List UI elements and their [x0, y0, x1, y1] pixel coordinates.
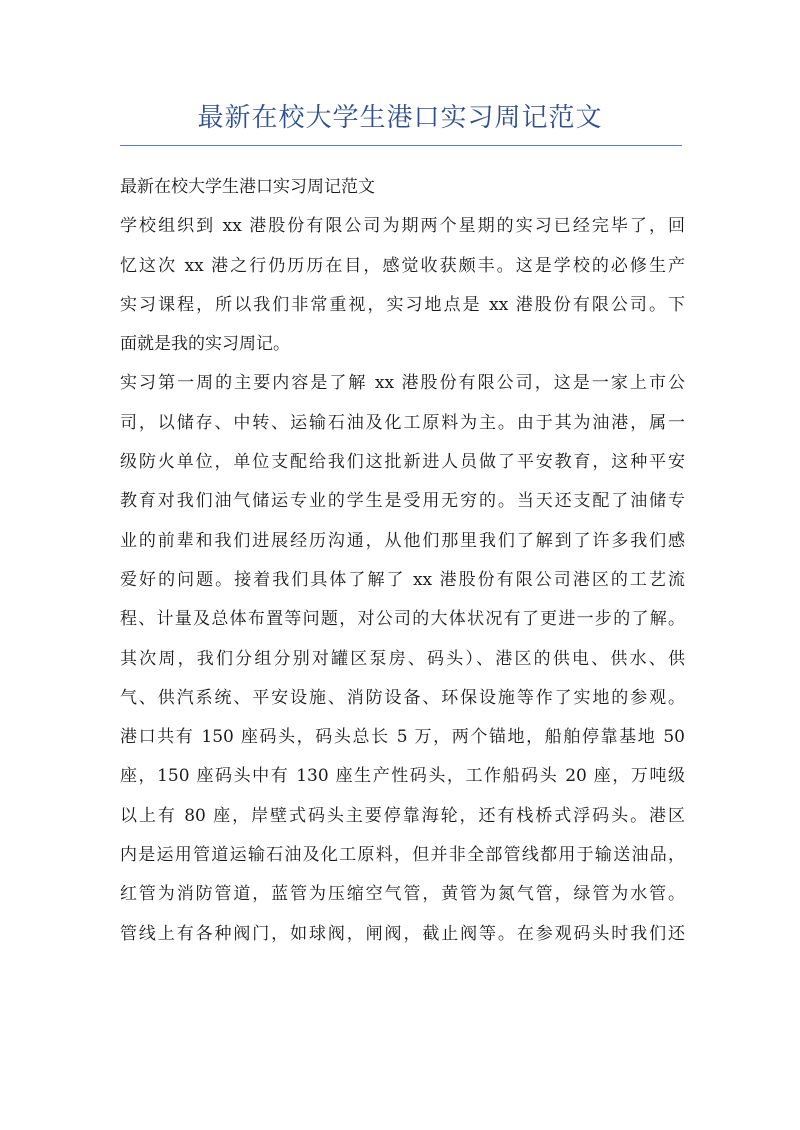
body-line: 学校组织到 xx 港股份有限公司为期两个星期的实习已经完毕了，回 — [120, 216, 685, 237]
body-line: 司，以储存、中转、运输石油及化工原料为主。由于其为油港，属一 — [120, 412, 685, 433]
body-line: 座，150 座码头中有 130 座生产性码头，工作船码头 20 座，万吨级 — [120, 766, 685, 787]
body-line: 内是运用管道运输石油及化工原料，但并非全部管线都用于输送油品， — [120, 845, 685, 866]
document-body — [120, 168, 685, 954]
body-line: 最新在校大学生港口实习周记范文 — [120, 177, 375, 197]
body-line: 其次周，我们分组分别对罐区泵房、码头）、港区的供电、供水、供 — [120, 648, 685, 669]
body-line: 管线上有各种阀门，如球阀，闸阀，截止阀等。在参观码头时我们还 — [120, 923, 685, 944]
body-line: 实习课程，所以我们非常重视，实习地点是 xx 港股份有限公司。下 — [120, 294, 685, 315]
body-line: 气、供汽系统、平安设施、消防设备、环保设施等作了实地的参观。 — [120, 687, 685, 708]
body-line: 教育对我们油气储运专业的学生是受用无穷的。当天还支配了油储专 — [120, 491, 685, 512]
body-line: 红管为消防管道，蓝管为压缩空气管，黄管为氮气管，绿管为水管。 — [120, 884, 685, 905]
body-line: 爱好的问题。接着我们具体了解了 xx 港股份有限公司港区的工艺流 — [120, 569, 685, 590]
body-line: 程、计量及总体布置等问题，对公司的大体状况有了更进一步的了解。 — [120, 609, 685, 630]
body-line: 港口共有 150 座码头，码头总长 5 万，两个锚地，船舶停靠基地 50 — [120, 727, 685, 748]
body-line: 忆这次 xx 港之行仍历历在目，感觉收获颇丰。这是学校的必修生产 — [120, 255, 685, 276]
body-line: 实习第一周的主要内容是了解 xx 港股份有限公司，这是一家上市公 — [120, 373, 685, 394]
body-line: 级防火单位，单位支配给我们这批新进人员做了平安教育，这种平安 — [120, 452, 685, 473]
body-line: 面就是我的实习周记。 — [120, 334, 290, 355]
title-underline — [120, 145, 682, 146]
body-line: 以上有 80 座，岸壁式码头主要停靠海轮，还有栈桥式浮码头。港区 — [120, 805, 685, 826]
document-title: 最新在校大学生港口实习周记范文 — [197, 103, 603, 133]
body-line: 业的前辈和我们进展经历沟通，从他们那里我们了解到了许多我们感 — [120, 530, 685, 551]
